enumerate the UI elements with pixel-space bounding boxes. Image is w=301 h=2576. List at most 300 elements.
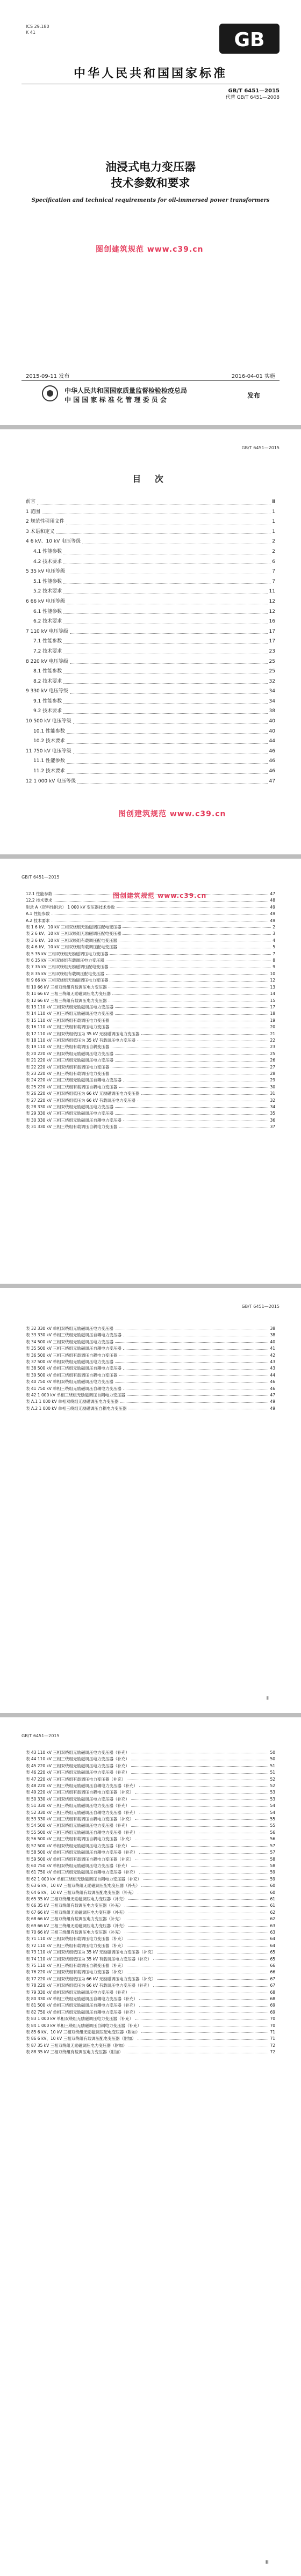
toc-entry-title: 表 83 1 000 kV 单相双绕组无励磁调压电力变压器（补充） [26,2016,134,2022]
toc-entry[interactable] [26,2029,275,2036]
toc-entry[interactable] [26,1345,275,1352]
toc-entry[interactable] [26,1823,275,1829]
toc-list [26,1750,275,2056]
toc-entry[interactable] [26,507,275,517]
toc-entry[interactable] [26,1896,275,1902]
toc-entry[interactable] [26,1399,275,1405]
dot-leader [70,633,268,634]
toc-entry[interactable] [26,1902,275,1909]
dot-leader [110,954,271,955]
toc-entry-title: 6.2 技术要求 [33,619,62,625]
toc-entry-title: 表 71 110 kV 三相双绕组有载调压电力变压器（补充） [26,1936,126,1942]
toc-entry[interactable] [26,617,275,627]
toc-entry[interactable] [26,1031,275,1037]
toc-entry[interactable] [26,1776,275,1783]
dot-leader [123,934,271,935]
toc-entry[interactable] [26,2049,275,2055]
toc-entry-title: 表 17 110 kV 三相双绕组低压为 35 kV 无励磁调压电力变压器 [26,1031,140,1036]
toc-entry-title: 表 31 330 kV 三相三绕组有载调压自耦电力变压器 [26,1124,118,1130]
dot-leader [131,1766,269,1767]
toc-entry-title: 表 51 330 kV 三相三绕组无励磁调压电力变压器（补充） [26,1803,130,1809]
toc-entry-title: 5.2 技术要求 [33,589,62,595]
dot-leader [125,1906,269,1907]
toc-entry[interactable] [26,971,275,977]
toc-entry-title: 表 27 220 kV 三相双绕组低压为 66 kV 有载调压电力变压器 [26,1097,136,1103]
dot-leader [67,763,268,764]
toc-entry[interactable] [26,697,275,707]
toc-entry-title: 8 220 kV 电压等级 [26,658,68,664]
toc-entry[interactable] [26,587,275,597]
toc-entry-page: 5 [273,945,275,950]
toc-entry-page: 25 [269,658,275,664]
toc-entry[interactable] [26,1856,275,1863]
toc-entry[interactable] [26,686,275,697]
dot-leader [131,1799,269,1800]
toc-entry[interactable] [26,1789,275,1796]
toc-entry-page: 2 [273,925,275,930]
toc-entry-page: 35 [270,1111,275,1116]
toc-entry[interactable] [26,1326,275,1332]
toc-entry-title: 表 54 500 kV 三相双绕组无励磁调压电力变压器（补充） [26,1823,130,1828]
dot-leader [115,1382,269,1383]
dot-leader [128,1899,268,1900]
toc-entry[interactable] [26,1923,275,1929]
toc-entry-title: 10.1 性能参数 [33,728,65,734]
dot-leader [63,713,267,714]
toc-entry[interactable] [26,2036,275,2042]
toc-entry-page: 64 [270,1936,275,1942]
issuer-line-2: 中 国 国 家 标 准 化 管 理 委 员 会 [64,396,167,404]
toc-entry-page: 47 [270,891,275,896]
toc-entry[interactable] [26,1352,275,1359]
toc-entry[interactable] [26,998,275,1004]
toc-entry[interactable] [26,1037,275,1044]
toc-entry-page: 49 [270,1399,275,1404]
dot-leader [115,1114,269,1115]
toc-entry-title: 表 52 330 kV 三相三绕组无励磁调压自耦电力变压器（补充） [26,1810,138,1815]
toc-entry[interactable] [26,1783,275,1789]
toc-entry-page: 66 [270,1963,275,1968]
toc-entry[interactable] [26,517,275,527]
toc-entry-title: 表 53 330 kV 三相三绕组有载调压自耦电力变压器（补充） [26,1817,134,1822]
toc-entry-title: 表 64 6 kV、10 kV 三相双绕组有载调压配电变压器（补充） [26,1890,136,1895]
toc-entry[interactable] [26,777,275,787]
toc-entry-page: 71 [270,2030,275,2035]
toc-entry-page: 29 [270,1078,275,1083]
toc-entry-title: 7.1 性能参数 [33,639,62,645]
toc-entry-title: 表 35 500 kV 三相三绕组无励磁调压自耦电力变压器 [26,1346,121,1351]
toc-entry[interactable] [26,716,275,727]
toc-entry-page: 61 [270,1903,275,1908]
toc-entry[interactable] [26,1018,275,1024]
toc-entry-title: 表 11 66 kV 三相三绕组无励磁调压电力变压器 [26,991,111,997]
toc-entry[interactable] [26,1829,275,1836]
toc-entry[interactable] [26,1406,275,1412]
toc-entry[interactable] [26,1386,275,1392]
toc-entry-page: 23 [269,648,275,654]
toc-entry[interactable] [26,1091,275,1097]
toc-entry-title: 表 20 220 kV 三相双绕组无励磁调压电力变压器 [26,1051,113,1056]
dot-leader [128,1926,268,1927]
toc-entry[interactable] [26,1936,275,1942]
page-header: GB/T 6451—2015 [22,875,60,880]
toc-entry[interactable] [26,951,275,957]
toc-entry[interactable] [26,1044,275,1050]
toc-entry[interactable] [26,636,275,647]
toc-entry[interactable] [26,904,275,911]
toc-entry[interactable] [26,1372,275,1379]
watermark: 图创建筑规范 www.c39.cn [113,892,207,899]
toc-entry[interactable] [26,938,275,944]
toc-entry-page: 46 [269,769,275,774]
toc-entry[interactable] [26,1365,275,1372]
dot-leader [110,981,268,982]
toc-entry-page: 64 [270,1943,275,1948]
issuer-emblem-icon [42,385,58,401]
toc-entry[interactable] [26,1339,275,1345]
toc-entry-page: 46 [270,1386,275,1391]
toc-entry[interactable] [26,1071,275,1077]
toc-entry-title: 表 29 330 kV 三相三绕组无励磁调压电力变压器 [26,1111,113,1116]
dot-leader [139,1999,269,2000]
toc-entry-title: 表 81 500 kV 单相三绕组无励磁调压自耦电力变压器（补充） [26,2003,138,2008]
toc-entry-title: 表 80 330 kV 单相三绕组无励磁调压自耦电力变压器（补充） [26,1996,138,2002]
toc-entry-title: 表 47 220 kV 三相三绕组有载调压电力变压器（补充） [26,1776,126,1782]
toc-entry-page: 57 [270,1843,275,1848]
gb-logo [219,24,280,54]
dot-leader [139,1853,269,1854]
toc-entry-page: 1 [272,509,275,515]
toc-entry[interactable] [26,918,275,924]
toc-entry[interactable] [26,1916,275,1922]
toc-entry[interactable] [26,1876,275,1883]
toc-entry-page: 50 [270,1757,275,1762]
toc-entry[interactable] [26,924,275,931]
toc-entry-title: 表 9 66 kV 三相双绕组无励磁调压电力变压器 [26,978,109,983]
toc-entry[interactable] [26,1110,275,1117]
toc-entry-title: 表 5 35 kV 三相双绕组无励磁调压电力变压器 [26,951,109,956]
toc-entry[interactable] [26,1836,275,1842]
toc-entry-page: 22 [270,1037,275,1043]
toc-entry[interactable] [26,497,275,507]
toc-entry[interactable] [26,1869,275,1876]
toc-entry-page: 16 [269,619,275,625]
toc-list [26,1326,275,1412]
toc-entry-page: 49 [270,911,275,917]
toc-entry[interactable] [26,667,275,677]
toc-entry-page: 61 [270,1896,275,1901]
toc-entry-page: 40 [270,1339,275,1344]
toc-entry[interactable] [26,537,275,547]
toc-entry-page: 68 [270,1996,275,2002]
toc-entry-title: 表 63 6 kV、10 kV 三相双绕组无励磁调压配电变压器（补充） [26,1883,140,1889]
dot-leader [135,1819,268,1820]
toc-entry[interactable] [26,557,275,567]
toc-entry[interactable] [26,1763,275,1769]
toc-entry-page: 72 [270,2050,275,2055]
toc-entry[interactable] [26,1117,275,1124]
toc-entry-page: 49 [270,1406,275,1411]
dot-leader [54,901,268,902]
toc-entry-title: 9 330 kV 电压等级 [26,689,68,694]
toc-entry-title: A.1 性能参数 [26,911,50,917]
toc-entry[interactable] [26,1750,275,1756]
toc-entry-page: 15 [270,998,275,1003]
dot-leader [115,1054,269,1055]
toc-entry[interactable] [26,627,275,637]
toc-entry-page: 51 [270,1770,275,1775]
toc-entry[interactable] [26,527,275,537]
toc-entry[interactable] [26,1810,275,1816]
dot-leader [143,1879,268,1880]
dot-leader [115,1362,269,1363]
toc-entry-page: 38 [270,1333,275,1338]
toc-entry-title: 表 4 6 kV、10 kV 三相双绕组有载调压配电变压器 [26,945,117,950]
toc-entry-title: 7 110 kV 电压等级 [26,628,68,634]
toc-entry-title: 前言 [26,499,36,504]
dot-leader [115,1007,269,1008]
toc-entry[interactable] [26,1064,275,1071]
dot-leader [63,703,267,704]
toc-entry[interactable] [26,647,275,657]
replaces-note: 代替 GB/T 6451—2008 [225,95,280,100]
standard-number: GB/T 6451—2015 [228,88,280,94]
toc-entry[interactable] [26,1883,275,1889]
toc-entry[interactable] [26,706,275,716]
dot-leader [123,927,271,928]
toc-entry[interactable] [26,1104,275,1110]
dot-leader [67,743,268,744]
dot-leader [139,2012,269,2013]
toc-entry-page: 49 [270,904,275,910]
toc-entry[interactable] [26,1796,275,1803]
toc-entry-page: 68 [270,1989,275,1995]
toc-entry-title: 4.2 技术要求 [33,559,62,565]
toc-entry-page: 7 [272,569,275,575]
toc-entry[interactable] [26,984,275,991]
dot-leader [131,1826,269,1827]
toc-entry[interactable] [26,1943,275,1949]
toc-entry[interactable] [26,964,275,970]
page-header: GB/T 6451—2015 [241,445,280,450]
toc-entry-title: 表 77 220 kV 三相双绕组低压为 66 kV 无励磁调压电力变压器（补充） [26,1976,156,1981]
toc-entry-title: 表 82 750 kV 单相三绕组无励磁调压自耦电力变压器（补充） [26,2009,138,2015]
toc-entry-title: 表 72 110 kV 三相三绕组有载调压电力变压器（补充） [26,1943,126,1948]
toc-entry[interactable] [26,911,275,917]
toc-entry[interactable] [26,1051,275,1057]
toc-entry[interactable] [26,567,275,577]
toc-entry[interactable] [26,1843,275,1849]
toc-entry[interactable] [26,977,275,984]
toc-entry-title: 9.1 性能参数 [33,698,62,704]
dot-leader [115,1107,269,1108]
dot-leader [131,1773,269,1774]
toc-entry-page: 59 [270,1876,275,1882]
toc-entry[interactable] [26,1392,275,1399]
toc-entry[interactable] [26,1124,275,1130]
toc-entry-title: 7.2 技术要求 [33,648,62,654]
toc-entry-page: 49 [270,918,275,923]
toc-entry-title: 表 40 750 kV 单相双绕组无励磁调压电力变压器 [26,1379,113,1385]
toc-list [26,891,275,1131]
toc-entry-title: 表 2 6 kV、10 kV 三相双绕组无励磁调压配电变压器 [26,931,121,936]
toc-entry-page: 36 [270,1117,275,1123]
toc-entry[interactable] [26,1332,275,1338]
toc-entry-title: 8.1 性能参数 [33,669,62,675]
dot-leader [115,1014,269,1015]
dot-leader [115,1342,269,1343]
toc-entry[interactable] [26,1024,275,1030]
toc-entry-title: 6 66 kV 电压等级 [26,598,66,604]
toc-entry-title: 表 75 110 kV 三相三绕组有载调压自耦变压器（补充） [26,1963,126,1968]
standard-codes [226,88,280,101]
toc-entry[interactable] [26,957,275,964]
toc-entry[interactable] [26,1097,275,1104]
toc-entry-page: 54 [270,1810,275,1815]
toc-entry[interactable] [26,2023,275,2029]
toc-entry[interactable] [26,1982,275,1989]
toc-entry-title: 表 12 66 kV 三相三绕组有载调压电力变压器 [26,998,107,1003]
toc-entry-page: 3 [273,931,275,936]
toc-entry[interactable] [26,677,275,687]
toc-entry[interactable] [26,991,275,997]
toc-entry-page: 48 [270,898,275,903]
toc-entry[interactable] [26,1969,275,1975]
toc-entry-title: 表 69 66 kV 三相三绕组无励磁调压电力变压器（补充） [26,1923,127,1928]
toc-entry-page: 40 [269,719,275,724]
toc-entry-page: 60 [270,1883,275,1889]
toc-entry[interactable] [26,547,275,557]
toc-entry-page: 1 [272,529,275,535]
toc-entry[interactable] [26,1816,275,1823]
toc-entry-title: 12.2 技术要求 [26,898,53,903]
dot-leader [141,1034,269,1035]
toc-entry[interactable] [26,756,275,766]
toc-entry-title: 表 1 6 kV、10 kV 三相双绕组无励磁调压配电变压器 [26,925,121,930]
document-title-line-2: 技术参数和要求 [111,177,190,189]
toc-entry-page: 59 [270,1870,275,1875]
toc-entry[interactable] [26,1890,275,1896]
dot-leader [67,733,268,734]
dot-leader [141,1094,269,1095]
toc-entry[interactable] [26,1756,275,1762]
toc-entry[interactable] [26,1084,275,1091]
toc-entry-title: 11.2 技术要求 [33,769,65,774]
toc-entry[interactable] [26,1057,275,1064]
toc-entry-page: 12 [269,598,275,604]
toc-entry[interactable] [26,597,275,607]
toc-entry[interactable] [26,1849,275,1856]
toc-entry[interactable] [26,736,275,747]
toc-entry-page: 66 [270,1970,275,1975]
dot-leader [77,783,267,784]
toc-entry-title: 表 21 220 kV 三相三绕组无励磁调压电力变压器 [26,1058,113,1063]
toc-entry-page: 46 [270,1379,275,1385]
toc-entry-page: 43 [270,1366,275,1371]
toc-entry-page: 63 [270,1929,275,1935]
toc-entry[interactable] [26,607,275,617]
toc-entry-title: 表 30 330 kV 三相三绕组无励磁调压自耦电力变压器 [26,1117,121,1123]
dot-leader [73,723,268,724]
toc-entry-title: 表 6 35 kV 三相双绕组有载调压电力变压器 [26,958,104,963]
toc-entry-title: 表 85 6 kV、10 kV 三相双绕组无励磁调压配电变压器（附加） [26,2030,140,2035]
toc-entry-page: 18 [270,1011,275,1016]
implementation-date: 2016-04-01 实施 [231,374,275,379]
toc-entry-page: 70 [270,2016,275,2022]
toc-entry[interactable] [26,1976,275,1982]
toc-entry-page: 27 [270,1064,275,1070]
toc-entry-title: 表 74 110 kV 三相双绕组低压为 35 kV 有载调压电力变压器（补充） [26,1956,152,1962]
toc-entry-title: 表 8 35 kV 三相双绕组有载调压配电变压器 [26,971,104,976]
toc-entry[interactable] [26,2009,275,2016]
toc-entry-page: 34 [269,689,275,694]
toc-entry-title: 表 A.2 1 000 kV 单相三绕组无励磁调压自耦电力变压器 [26,1406,127,1411]
toc-entry-title: 表 46 220 kV 三相三绕组无励磁调压电力变压器（补充） [26,1770,130,1775]
toc-entry-page: 50 [270,1750,275,1755]
toc-entry[interactable] [26,1359,275,1365]
toc-entry[interactable] [26,1956,275,1963]
toc-entry-page: 72 [270,2043,275,2048]
toc-entry[interactable] [26,1996,275,2002]
toc-entry[interactable] [26,657,275,667]
toc-entry[interactable] [26,727,275,737]
toc-entry[interactable] [26,1077,275,1084]
toc-entry[interactable] [26,1863,275,1869]
toc-entry[interactable] [26,766,275,777]
ics-code: ICS 29.180 [26,24,49,29]
toc-entry-page: 53 [270,1790,275,1795]
toc-entry[interactable] [26,1989,275,1996]
toc-entry-title: 10.2 技术要求 [33,738,65,744]
toc-entry[interactable] [26,1963,275,1969]
toc-entry[interactable] [26,1909,275,1916]
toc-entry-title: 表 61 750 kV 单相三绕组无励磁调压自耦电力变压器（补充） [26,1870,138,1875]
toc-entry[interactable] [26,931,275,937]
dot-leader [153,1959,268,1960]
toc-entry-page: 53 [270,1796,275,1802]
dot-leader [111,1067,268,1068]
toc-entry[interactable] [26,944,275,950]
toc-entry[interactable] [26,577,275,587]
toc-entry-title: 12 1 000 kV 电压等级 [26,778,76,784]
toc-entry-page: 34 [269,698,275,704]
toc-entry[interactable] [26,1769,275,1776]
toc-entry-title: 6.1 性能参数 [33,609,62,614]
toc-entry[interactable] [26,1379,275,1385]
toc-entry[interactable] [26,1949,275,1956]
toc-entry[interactable] [26,1803,275,1809]
dot-leader [127,1395,268,1396]
page-header: GB/T 6451—2015 [22,1733,60,1738]
toc-entry[interactable] [26,1004,275,1011]
toc-page-continued [0,1288,301,1713]
toc-entry-page: 51 [270,1763,275,1768]
toc-entry[interactable] [26,2002,275,2009]
toc-entry-page: 23 [270,1044,275,1050]
toc-entry[interactable] [26,2043,275,2049]
standard-title: 中华人民共和国国家标准 [73,67,227,80]
toc-entry-page: 28 [270,1071,275,1076]
toc-entry-title: A.2 技术要求 [26,918,50,923]
toc-entry-title: 表 56 500 kV 三相三绕组有载调压自耦电力变压器（补充） [26,1836,134,1842]
toc-entry[interactable] [26,2016,275,2022]
toc-entry[interactable] [26,1011,275,1017]
toc-entry-page: 69 [270,2009,275,2015]
dot-leader [115,1061,269,1062]
toc-entry-title: 表 73 110 kV 三相双绕组低压为 35 kV 无励磁调压电力变压器（补充） [26,1950,156,1955]
toc-entry[interactable] [26,1929,275,1936]
toc-entry[interactable] [26,747,275,757]
